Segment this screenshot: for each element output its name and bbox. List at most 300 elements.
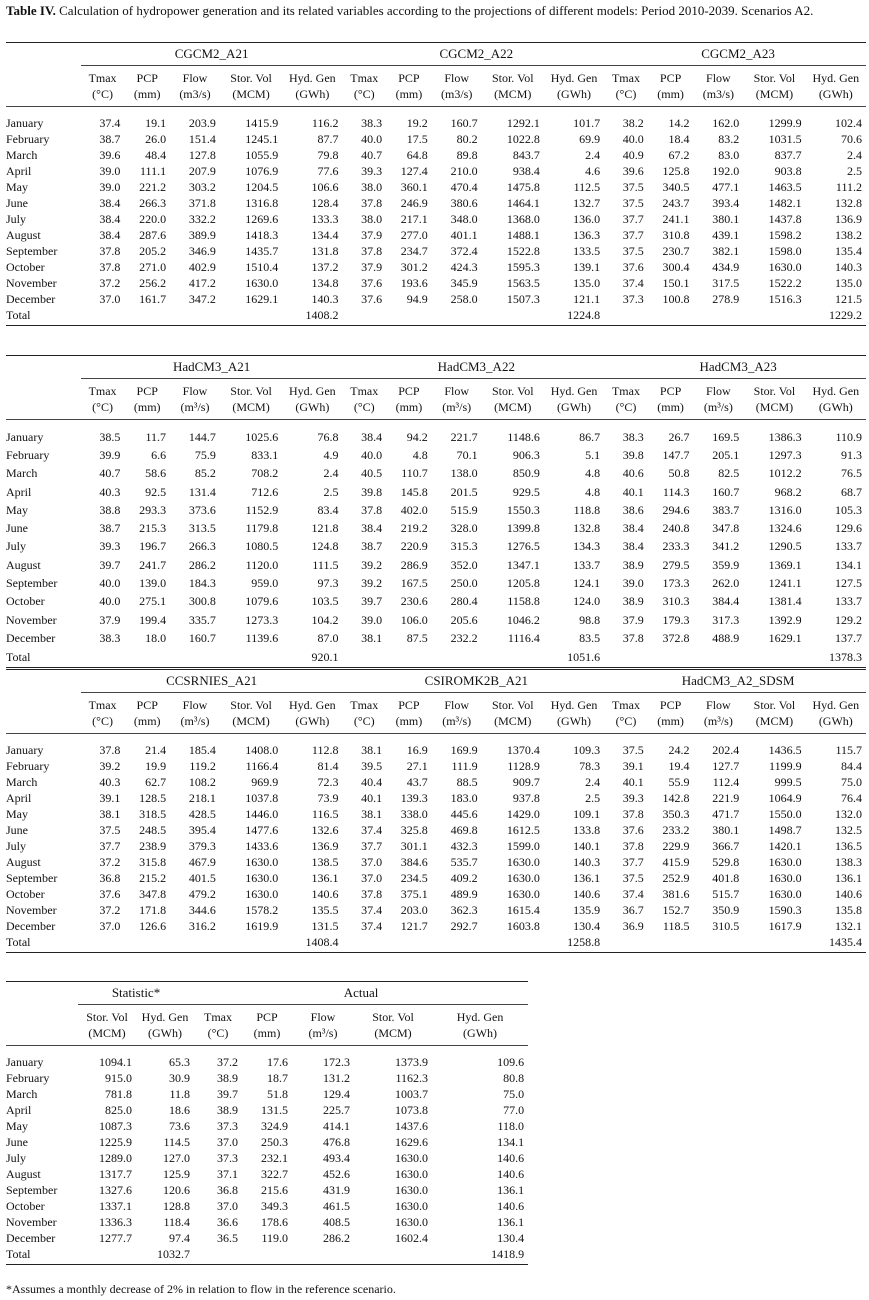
empty-cell [194,1246,242,1264]
column-header: Flow [444,71,470,85]
value-cell: 111.5 [312,557,339,572]
value-cell: 215.2 [139,870,167,885]
month-label: July [6,539,27,554]
month-label: February [6,131,50,146]
value-cell: 909.7 [512,774,540,789]
value-cell: 1522.2 [768,275,802,290]
value-cell: 4.6 [585,163,601,178]
column-unit: (GWh) [818,400,853,414]
value-cell: 38.9 [622,594,644,609]
value-cell: 127.7 [712,758,740,773]
value-cell: 184.3 [188,576,216,591]
column-header: PCP [398,698,420,712]
value-cell: 109.6 [497,1054,525,1069]
value-cell: 37.5 [622,195,644,210]
value-cell: 1475.8 [506,179,540,194]
value-cell: 129.2 [835,612,862,627]
value-cell: 389.9 [188,227,216,242]
value-cell: 94.2 [406,429,428,444]
value-cell: 476.8 [323,1134,351,1149]
value-cell: 477.1 [712,179,740,194]
value-cell: 11.7 [145,429,167,444]
value-cell: 121.5 [835,291,862,306]
value-cell: 136.1 [573,870,601,885]
column-header: Flow [182,71,208,85]
value-cell: 234.7 [400,243,428,258]
value-cell: 162.0 [712,115,740,130]
value-cell: 395.4 [188,822,216,837]
table-row [6,291,866,307]
value-cell: 127.8 [188,147,216,162]
value-cell: 1297.3 [768,447,802,462]
value-cell: 1595.3 [506,259,540,274]
value-cell: 1205.8 [506,576,540,591]
value-cell: 97.3 [317,576,339,591]
value-cell: 1630.0 [395,1166,429,1181]
table-row [6,758,866,774]
value-cell: 112.5 [573,179,601,194]
value-cell: 27.1 [406,758,428,773]
column-header: Hyd. Gen [550,384,598,398]
value-cell: 37.6 [361,275,383,290]
value-cell: 136.9 [835,211,862,226]
value-cell: 535.7 [450,854,478,869]
value-cell: 1055.9 [245,147,279,162]
value-cell: 1522.8 [506,243,540,258]
month-label: April [6,484,32,499]
value-cell: 18.4 [668,131,690,146]
value-cell: 39.5 [361,758,383,773]
value-cell: 234.5 [400,870,428,885]
value-cell: 39.3 [99,539,121,554]
value-cell: 232.2 [450,630,478,645]
value-cell: 39.0 [99,163,121,178]
value-cell: 135.0 [573,275,601,290]
value-cell: 439.1 [712,227,740,242]
value-cell: 134.3 [573,539,601,554]
value-cell: 277.0 [400,227,428,242]
column-unit: (GWh) [557,87,592,101]
value-cell: 37.6 [622,259,644,274]
value-cell: 134.1 [835,557,862,572]
value-cell: 6.6 [151,447,167,462]
value-cell: 1317.7 [99,1166,132,1181]
value-cell: 39.3 [361,163,383,178]
value-cell: 294.6 [662,502,690,517]
value-cell: 1598.0 [768,243,802,258]
value-cell: 384.4 [712,594,740,609]
value-cell: 82.5 [718,466,740,481]
table-row [6,854,866,870]
value-cell: 2.4 [847,147,862,162]
month-label: August [6,1166,41,1181]
value-cell: 39.9 [99,447,121,462]
value-cell: 201.5 [450,484,478,499]
value-cell: 1128.9 [507,758,540,773]
value-cell: 132.7 [573,195,601,210]
table-row [6,886,866,902]
value-cell: 1225.9 [99,1134,132,1149]
value-cell: 18.0 [145,630,167,645]
value-cell: 40.0 [99,594,121,609]
value-cell: 88.5 [456,774,478,789]
value-cell: 37.8 [361,195,383,210]
table-row [6,838,866,854]
empty-cell [220,307,282,325]
column-unit: (°C) [207,1026,229,1040]
value-cell: 915.0 [105,1070,132,1085]
value-cell: 55.9 [668,774,690,789]
column-unit: (m³/s) [703,400,733,414]
table-row [6,131,866,147]
value-cell: 38.4 [361,429,383,444]
month-label: October [6,259,45,274]
panel-hadcm3 [6,355,866,668]
value-cell: 118.8 [573,502,601,517]
value-cell: 133.5 [573,243,601,258]
value-cell: 1199.9 [769,758,802,773]
value-cell: 135.8 [835,902,862,917]
model-header: HadCM3_A21 [81,356,343,379]
value-cell: 207.9 [188,163,216,178]
value-cell: 38.4 [99,211,121,226]
value-cell: 408.5 [323,1214,351,1229]
column-unit: (mm) [395,87,423,101]
header-spacer [6,713,81,734]
month-label: September [6,1182,58,1197]
value-cell: 37.5 [622,179,644,194]
value-cell: 1578.2 [245,902,279,917]
value-cell: 287.6 [139,227,167,242]
value-cell: 1630.0 [395,1150,429,1165]
value-cell: 348.0 [450,211,478,226]
value-cell: 1152.9 [245,502,279,517]
value-cell: 140.3 [573,854,601,869]
data-table [6,355,866,668]
value-cell: 40.0 [622,131,644,146]
column-header: Tmax [611,698,640,712]
value-cell: 72.3 [317,774,339,789]
value-cell: 1603.8 [506,918,540,933]
value-cell: 1386.3 [768,429,802,444]
value-cell: 229.9 [662,838,690,853]
empty-cell [648,934,694,952]
value-cell: 19.2 [406,115,428,130]
column-unit: (mm) [133,714,161,728]
value-cell: 37.5 [99,822,121,837]
model-header: CSIROMK2B_A21 [342,670,604,693]
value-cell: 37.8 [622,630,644,645]
value-cell: 1507.3 [506,291,540,306]
table-row [6,1070,528,1086]
value-cell: 1290.5 [768,539,802,554]
value-cell: 131.5 [261,1102,289,1117]
value-cell: 352.0 [450,557,478,572]
table-row [6,227,866,243]
column-header: Tmax [88,384,117,398]
table-row [6,1198,528,1214]
column-unit: (m³/s) [308,1026,338,1040]
value-cell: 37.6 [99,886,121,901]
column-header: Tmax [350,698,379,712]
month-label: February [6,758,50,773]
value-cell: 132.6 [311,822,339,837]
value-cell: 62.7 [145,774,167,789]
value-cell: 132.8 [835,195,862,210]
value-cell: 221.7 [450,429,478,444]
value-cell: 38.1 [361,630,383,645]
model-header: CGCM2_A22 [342,43,604,66]
value-cell: 193.6 [400,275,428,290]
value-cell: 286.2 [323,1230,351,1245]
value-cell: 37.8 [622,806,644,821]
value-cell: 335.7 [188,612,216,627]
value-cell: 125.8 [662,163,690,178]
value-cell: 328.0 [450,521,478,536]
month-label: January [6,742,44,757]
value-cell: 137.2 [311,259,339,274]
value-cell: 89.8 [456,147,478,162]
value-cell: 303.2 [188,179,216,194]
value-cell: 104.2 [311,612,339,627]
value-cell: 230.7 [662,243,690,258]
month-label: January [6,429,44,444]
value-cell: 39.0 [622,576,644,591]
column-header: Stor. Vol [491,71,534,85]
value-cell: 192.0 [712,163,740,178]
value-cell: 1550.3 [506,502,540,517]
table-row [6,822,866,838]
value-cell: 1116.4 [507,630,540,645]
value-cell: 383.7 [712,502,740,517]
value-cell: 4.8 [412,447,428,462]
value-cell: 37.9 [361,259,383,274]
value-cell: 40.1 [622,484,644,499]
value-cell: 138.3 [835,854,862,869]
data-table [6,42,866,326]
column-unit: (MCM) [374,1026,412,1040]
value-cell: 131.8 [311,243,339,258]
value-cell: 837.7 [774,147,802,162]
value-cell: 1392.9 [768,612,802,627]
value-cell: 137.7 [835,630,862,645]
value-cell: 1408.0 [245,742,279,757]
value-cell: 37.8 [361,502,383,517]
value-cell: 100.8 [662,291,690,306]
month-label: May [6,1118,28,1133]
value-cell: 850.9 [512,466,540,481]
value-cell: 37.8 [361,886,383,901]
value-cell: 402.0 [400,502,428,517]
column-unit: (GWh) [557,400,592,414]
value-cell: 415.9 [662,854,690,869]
month-label: May [6,179,28,194]
empty-cell [482,934,544,952]
value-cell: 178.6 [261,1214,289,1229]
value-cell: 221.9 [712,790,740,805]
column-unit: (°C) [615,400,637,414]
table-row [6,902,866,918]
value-cell: 79.8 [317,147,339,162]
empty-cell [170,934,220,952]
value-cell: 225.7 [323,1102,351,1117]
panel-ccsr-csiro-sdsm [6,669,866,953]
value-cell: 40.4 [361,774,383,789]
table-row [6,519,866,537]
value-cell: 119.2 [189,758,216,773]
value-cell: 38.1 [361,742,383,757]
column-unit: (MCM) [755,400,794,414]
month-label: June [6,195,28,210]
value-cell: 1630.0 [395,1182,429,1197]
value-cell: 169.5 [712,429,740,444]
value-cell: 138.0 [450,466,478,481]
value-cell: 359.9 [712,557,740,572]
value-cell: 160.7 [188,630,216,645]
value-cell: 1241.1 [768,576,802,591]
value-cell: 84.4 [841,758,862,773]
value-cell: 402.9 [188,259,216,274]
value-cell: 106.6 [311,179,339,194]
value-cell: 37.4 [361,822,383,837]
value-cell: 40.0 [361,447,383,462]
value-cell: 36.8 [99,870,121,885]
value-cell: 40.6 [622,466,644,481]
month-label: June [6,822,28,837]
column-header: Stor. Vol [372,1010,414,1024]
table-row [6,147,866,163]
value-cell: 105.3 [835,502,862,517]
column-unit: (mm) [133,400,161,414]
table-row [6,243,866,259]
value-cell: 959.0 [251,576,279,591]
value-cell: 19.9 [145,758,167,773]
value-cell: 98.8 [579,612,601,627]
value-cell: 80.2 [456,131,478,146]
value-cell: 136.3 [573,227,601,242]
empty-cell [743,934,805,952]
caption-label: Table IV. [6,3,56,18]
value-cell: 781.8 [105,1086,132,1101]
value-cell: 40.1 [361,790,383,805]
value-cell: 128.8 [163,1198,191,1213]
column-header: PCP [256,1010,278,1024]
empty-cell [220,934,282,952]
value-cell: 38.9 [217,1102,239,1117]
value-cell: 1327.6 [99,1182,132,1197]
actual-header: Actual [194,982,528,1005]
value-cell: 114.5 [163,1134,191,1149]
value-cell: 37.5 [622,742,644,757]
empty-cell [124,648,170,668]
value-cell: 26.7 [668,429,690,444]
value-cell: 1292.1 [506,115,540,130]
column-unit: (°C) [615,714,637,728]
value-cell: 203.0 [400,902,428,917]
value-cell: 76.5 [841,466,862,481]
column-unit: (MCM) [232,87,270,101]
header-spacer [6,693,81,714]
value-cell: 310.5 [712,918,740,933]
value-cell: 112.8 [311,742,339,757]
model-header: HadCM3_A2_SDSM [604,670,866,693]
month-label: June [6,521,28,536]
column-unit: (°C) [92,87,113,101]
month-label: November [6,902,57,917]
value-cell: 1031.5 [768,131,802,146]
column-unit: (mm) [133,87,161,101]
column-unit: (m³/s) [180,400,210,414]
value-cell: 1369.1 [768,557,802,572]
value-cell: 86.7 [579,429,601,444]
value-cell: 76.8 [317,429,339,444]
total-value: 1435.4 [829,935,862,950]
value-cell: 37.8 [361,243,383,258]
month-label: August [6,557,41,572]
value-cell: 38.4 [99,195,121,210]
month-label: May [6,502,28,517]
column-unit: (m³/s) [180,714,210,728]
value-cell: 173.3 [662,576,690,591]
column-unit: (GWh) [557,714,592,728]
value-cell: 1087.3 [99,1118,132,1133]
value-cell: 140.1 [573,838,601,853]
month-label: October [6,594,45,609]
month-label: January [6,115,44,130]
column-header: Stor. Vol [86,1010,128,1024]
value-cell: 58.6 [145,466,167,481]
value-cell: 1166.4 [245,758,279,773]
value-cell: 37.3 [622,291,644,306]
value-cell: 140.6 [835,886,862,901]
empty-cell [743,648,805,668]
value-cell: 40.3 [99,484,121,499]
value-cell: 142.8 [662,790,690,805]
column-header: Flow [706,384,731,398]
value-cell: 310.8 [662,227,690,242]
value-cell: 24.2 [668,742,690,757]
value-cell: 4.9 [323,447,339,462]
value-cell: 37.0 [99,291,121,306]
value-cell: 258.0 [450,291,478,306]
column-header: PCP [659,71,682,85]
value-cell: 19.1 [145,115,167,130]
value-cell: 428.5 [188,806,216,821]
value-cell: 125.9 [163,1166,191,1181]
table-row [6,1118,528,1134]
value-cell: 1630.0 [768,886,802,901]
column-header: Stor. Vol [230,384,272,398]
value-cell: 515.9 [450,502,478,517]
value-cell: 375.1 [400,886,428,901]
value-cell: 85.2 [194,466,216,481]
table-row [6,1230,528,1246]
month-label: December [6,291,56,306]
month-label: September [6,870,58,885]
value-cell: 37.8 [622,838,644,853]
value-cell: 110.7 [401,466,428,481]
column-unit: (GWh) [818,714,853,728]
value-cell: 39.8 [622,447,644,462]
value-cell: 135.9 [573,902,601,917]
value-cell: 1373.9 [395,1054,429,1069]
value-cell: 140.6 [497,1150,525,1165]
value-cell: 132.1 [835,918,862,933]
header-spacer [6,399,81,420]
value-cell: 1498.7 [768,822,802,837]
value-cell: 124.1 [573,576,601,591]
value-cell: 37.0 [217,1134,239,1149]
